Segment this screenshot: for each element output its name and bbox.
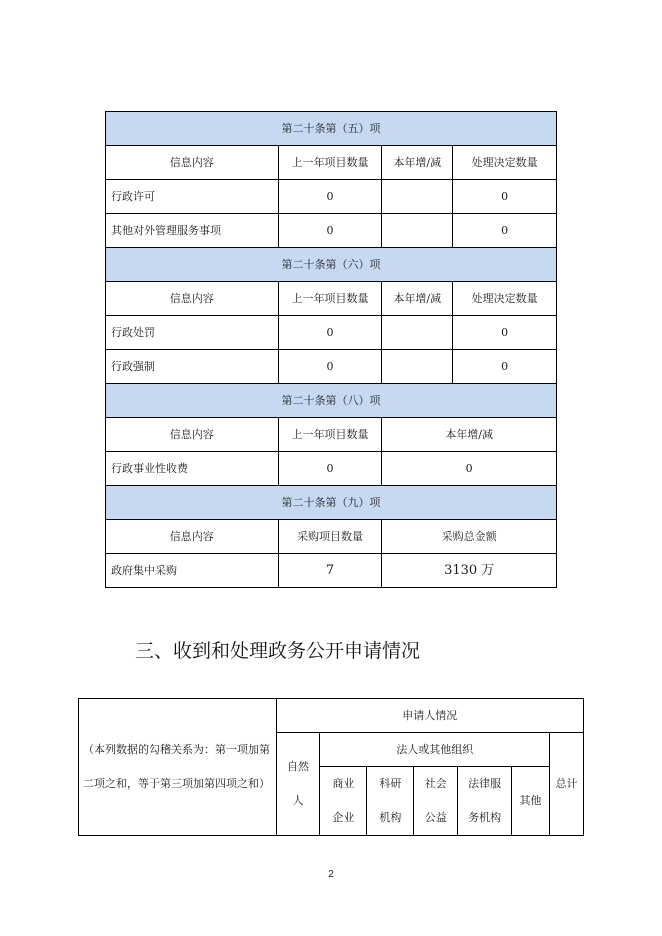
row-label: 政府集中采购 — [106, 554, 279, 588]
row-label: 行政强制 — [106, 350, 279, 384]
business-header: 商业 企业 — [320, 767, 367, 836]
row-change: 0 — [382, 452, 557, 486]
row-label: 行政许可 — [106, 180, 279, 214]
natural-person-header: 自然 人 — [276, 733, 320, 836]
table-row — [106, 350, 557, 384]
table-row — [106, 214, 557, 248]
other-header: 其他 — [512, 767, 550, 836]
section-header-8: 第二十条第（八）项 — [106, 384, 557, 418]
table-row — [106, 316, 557, 350]
legal-entity-header: 法人或其他组织 — [320, 733, 550, 767]
relation-note-line1: （本列数据的勾稽关系为：第一项加第 — [83, 743, 270, 756]
row-change — [382, 180, 453, 214]
section-header-9: 第二十条第（九）项 — [106, 486, 557, 520]
page-number: 2 — [328, 869, 334, 880]
relation-note-line2: 二项之和，等于第三项加第四项之和） — [83, 777, 270, 790]
row-prev: 0 — [278, 180, 382, 214]
legal-service-header: 法律服 务机构 — [458, 767, 512, 836]
row-count: 7 — [278, 554, 382, 588]
row-decided: 0 — [453, 214, 557, 248]
applicant-table — [78, 698, 584, 836]
row-prev: 0 — [278, 316, 382, 350]
section-header-5: 第二十条第（五）项 — [106, 112, 557, 146]
row-change — [382, 350, 453, 384]
row-amount: 3130 万 — [382, 554, 557, 588]
relation-note — [79, 699, 277, 836]
row-change — [382, 214, 453, 248]
col-header-prev: 上一年项目数量 — [278, 282, 382, 316]
row-label: 行政处罚 — [106, 316, 279, 350]
disclosure-table — [105, 111, 557, 588]
total-header: 总计 — [550, 733, 584, 836]
col-header-amount: 采购总金额 — [382, 520, 557, 554]
col-header-count: 采购项目数量 — [278, 520, 382, 554]
row-decided: 0 — [453, 316, 557, 350]
row-change — [382, 316, 453, 350]
col-header-change: 本年增/减 — [382, 282, 453, 316]
col-header-info: 信息内容 — [106, 418, 279, 452]
table-row — [106, 554, 557, 588]
section-header-6: 第二十条第（六）项 — [106, 248, 557, 282]
row-prev: 0 — [278, 350, 382, 384]
row-prev: 0 — [278, 214, 382, 248]
section-heading: 三、收到和处理政务公开申请情况 — [135, 640, 421, 662]
col-header-info: 信息内容 — [106, 146, 279, 180]
applicant-header: 申请人情况 — [276, 699, 583, 733]
row-prev: 0 — [278, 452, 382, 486]
table-row — [106, 180, 557, 214]
row-label: 其他对外管理服务事项 — [106, 214, 279, 248]
col-header-change: 本年增/减 — [382, 146, 453, 180]
col-header-change: 本年增/减 — [382, 418, 557, 452]
social-welfare-header: 社会 公益 — [414, 767, 458, 836]
row-label: 行政事业性收费 — [106, 452, 279, 486]
col-header-info: 信息内容 — [106, 520, 279, 554]
research-header: 科研 机构 — [367, 767, 414, 836]
col-header-prev: 上一年项目数量 — [278, 146, 382, 180]
row-decided: 0 — [453, 180, 557, 214]
col-header-decided: 处理决定数量 — [453, 146, 557, 180]
col-header-prev: 上一年项目数量 — [278, 418, 382, 452]
col-header-decided: 处理决定数量 — [453, 282, 557, 316]
col-header-info: 信息内容 — [106, 282, 279, 316]
table-row — [106, 452, 557, 486]
row-decided: 0 — [453, 350, 557, 384]
